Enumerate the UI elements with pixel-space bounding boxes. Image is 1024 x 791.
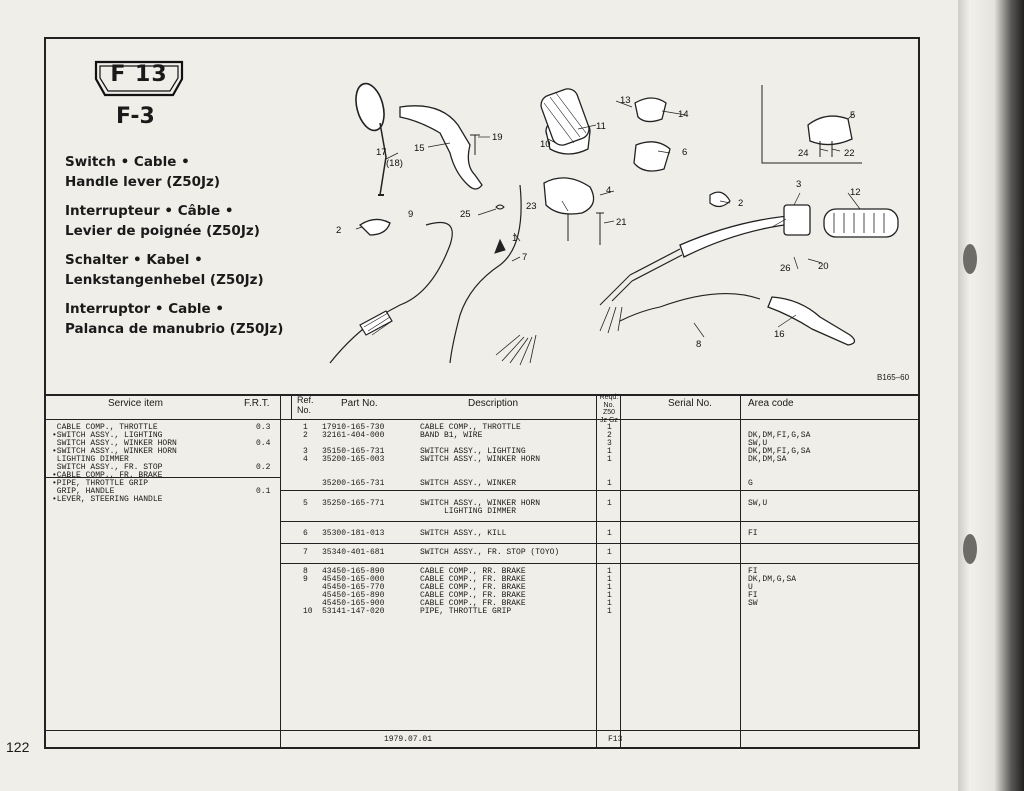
left-lever-illustration xyxy=(400,106,482,189)
service-item-frt: 0.2 xyxy=(256,463,271,472)
row-rule xyxy=(280,521,918,522)
part-part: 35300-181-013 xyxy=(322,529,385,538)
part-ref: 2 xyxy=(303,431,308,440)
part-desc: CABLE COMP., FR. BRAKE xyxy=(420,583,526,592)
part-qty: 1 xyxy=(607,479,612,488)
part-qty: 1 xyxy=(607,529,612,538)
part-part: 35150-165-731 xyxy=(322,447,385,456)
header-description: Description xyxy=(468,398,519,409)
callout-14: 14 xyxy=(678,109,689,120)
section-code: F 13 xyxy=(110,62,168,87)
column-rule xyxy=(620,395,621,749)
column-rule xyxy=(280,395,281,749)
part-ref: 4 xyxy=(303,455,308,464)
row-rule xyxy=(280,490,918,491)
part-area: G xyxy=(748,479,753,488)
title-english: Switch • Cable • Handle lever (Z50Jz) xyxy=(65,154,221,190)
part-part: 45450-165-770 xyxy=(322,583,385,592)
header-serial-no: Serial No. xyxy=(668,398,712,409)
part-part: 35200-165-731 xyxy=(322,479,385,488)
callout-1: 1 xyxy=(512,233,518,244)
part-ref: 5 xyxy=(303,499,308,508)
part-desc: CABLE COMP., FR. BRAKE xyxy=(420,591,526,600)
header-ref: Ref. No. xyxy=(297,395,314,415)
part-qty: 1 xyxy=(607,583,612,592)
part-desc: LIGHTING DIMMER xyxy=(420,507,517,516)
part-part: 35340-401-681 xyxy=(322,548,385,557)
title-french: Interrupteur • Câble • Levier de poignée (Z50Jz) xyxy=(65,203,260,239)
part-part: 43450-165-890 xyxy=(322,567,385,576)
part-desc: SWITCH ASSY., LIGHTING xyxy=(420,447,526,456)
service-item: LIGHTING DIMMER xyxy=(52,455,129,464)
service-item: SWITCH ASSY., WINKER HORN xyxy=(52,439,177,448)
switch-housing-illustration xyxy=(634,98,670,171)
diagram-code: B165–60 xyxy=(877,373,910,382)
part-qty: 1 xyxy=(607,548,612,557)
callout-11: 11 xyxy=(596,121,606,132)
part-desc: PIPE, THROTTLE GRIP xyxy=(420,607,512,616)
part-desc: BAND B1, WIRE xyxy=(420,431,483,440)
part-desc: SWITCH ASSY., WINKER xyxy=(420,479,517,488)
section-titles xyxy=(65,152,305,348)
wire-band-illustration xyxy=(360,219,390,235)
service-item: SWITCH ASSY., FR. STOP xyxy=(52,463,163,472)
part-area: FI xyxy=(748,567,758,576)
service-item-frt: 0.4 xyxy=(256,439,271,448)
callout-3: 3 xyxy=(796,179,802,190)
part-desc: SWITCH ASSY., WINKER HORN xyxy=(420,455,541,464)
service-item: •CABLE COMP., FR. BRAKE xyxy=(52,471,163,480)
header-service-item: Service item xyxy=(108,398,164,409)
book-spine-edge xyxy=(958,0,1024,791)
callout-24: 24 xyxy=(798,148,809,159)
service-item: GRIP, HANDLE xyxy=(52,487,115,496)
part-qty: 3 xyxy=(607,439,612,448)
part-area: DK,DM,FI,G,SA xyxy=(748,447,811,456)
callout-18: (18) xyxy=(386,158,403,169)
part-desc: SWITCH ASSY., KILL xyxy=(420,529,507,538)
part-desc: CABLE COMP., THROTTLE xyxy=(420,423,521,432)
brake-cable-illustration xyxy=(330,223,452,364)
row-rule xyxy=(280,543,918,544)
header-area-code: Area code xyxy=(748,398,794,409)
part-part: 45450-165-900 xyxy=(322,599,385,608)
part-area: FI xyxy=(748,529,758,538)
callout-25: 25 xyxy=(460,209,471,220)
callout-2: 2 xyxy=(336,225,342,236)
callout-5: 5 xyxy=(850,110,856,121)
page-number: 122 xyxy=(6,739,30,755)
binding-hole xyxy=(963,534,977,564)
service-item-frt: 0.3 xyxy=(256,423,271,432)
subsection-code: F-3 xyxy=(116,104,155,129)
part-area: U xyxy=(748,583,753,592)
part-ref: 3 xyxy=(303,447,308,456)
callout-13: 13 xyxy=(620,95,631,106)
header-rule xyxy=(46,419,918,420)
part-desc: SWITCH ASSY., FR. STOP (TOYO) xyxy=(420,548,560,557)
part-qty: 1 xyxy=(607,455,612,464)
callout-12: 12 xyxy=(850,187,861,198)
part-area: DK,DM,SA xyxy=(748,455,787,464)
column-rule xyxy=(291,395,292,419)
callout-19: 19 xyxy=(492,132,503,143)
column-rule xyxy=(740,395,741,749)
callout-8: 8 xyxy=(696,339,702,350)
section-divider xyxy=(46,394,918,396)
callout-16: 16 xyxy=(774,329,785,340)
callout-21: 21 xyxy=(616,217,627,228)
column-rule xyxy=(596,395,597,749)
footer-date: 1979.07.01 xyxy=(384,735,433,744)
part-qty: 1 xyxy=(607,607,612,616)
part-qty: 1 xyxy=(607,599,612,608)
part-ref: 7 xyxy=(303,548,308,557)
row-rule xyxy=(280,563,918,564)
part-ref: 6 xyxy=(303,529,308,538)
part-area: SW,U xyxy=(748,499,768,508)
callout-23: 23 xyxy=(526,201,537,212)
part-desc: CABLE COMP., FR. BRAKE xyxy=(420,599,526,608)
part-part: 45450-165-000 xyxy=(322,575,385,584)
service-item: •SWITCH ASSY., WINKER HORN xyxy=(52,447,177,456)
footer-rule xyxy=(46,730,918,731)
part-part: 35200-165-003 xyxy=(322,455,385,464)
title-german: Schalter • Kabel • Lenkstangenhebel (Z50Jz) xyxy=(65,252,264,288)
callout-7: 7 xyxy=(522,252,528,263)
part-qty: 1 xyxy=(607,499,612,508)
part-part: 45450-165-890 xyxy=(322,591,385,600)
header-frt: F.R.T. xyxy=(244,398,270,409)
exploded-parts-diagram xyxy=(300,45,916,390)
part-area: SW xyxy=(748,599,758,608)
binding-hole xyxy=(963,244,977,274)
callout-20: 20 xyxy=(818,261,829,272)
header-reqd: Reqd. No. Z50 Jz Gz xyxy=(599,394,619,424)
part-ref: 1 xyxy=(303,423,308,432)
throttle-grip-illustration xyxy=(538,86,593,214)
service-item: •PIPE, THROTTLE GRIP xyxy=(52,479,149,488)
callout-2b: 2 xyxy=(738,198,744,209)
service-item: •LEVER, STEERING HANDLE xyxy=(52,495,163,504)
callout-10: 10 xyxy=(540,139,551,150)
part-qty: 1 xyxy=(607,591,612,600)
part-qty: 1 xyxy=(607,447,612,456)
part-desc: CABLE COMP., RR. BRAKE xyxy=(420,567,526,576)
part-qty: 1 xyxy=(607,423,612,432)
part-area: DK,DM,G,SA xyxy=(748,575,797,584)
header-part-no: Part No. xyxy=(341,398,378,409)
rear-brake-cable-illustration xyxy=(660,294,760,307)
part-part: 17910-165-730 xyxy=(322,423,385,432)
service-item: •SWITCH ASSY., LIGHTING xyxy=(52,431,163,440)
callout-9: 9 xyxy=(408,209,414,220)
part-part: 53141-147-020 xyxy=(322,607,385,616)
part-ref: 8 xyxy=(303,567,308,576)
part-desc: SWITCH ASSY., WINKER HORN xyxy=(420,499,541,508)
service-item: CABLE COMP., THROTTLE xyxy=(52,423,158,432)
mirror-illustration xyxy=(351,80,389,195)
callout-22: 22 xyxy=(844,148,855,159)
part-area: SW,U xyxy=(748,439,768,448)
part-part: 32161-404-000 xyxy=(322,431,385,440)
service-item-frt: 0.1 xyxy=(256,487,271,496)
callout-15: 15 xyxy=(414,143,425,154)
footer-code: F13 xyxy=(608,735,623,744)
part-area: DK,DM,FI,G,SA xyxy=(748,431,811,440)
part-area: FI xyxy=(748,591,758,600)
part-qty: 1 xyxy=(607,567,612,576)
title-spanish: Interruptor • Cable • Palanca de manubrio (Z50Jz) xyxy=(65,301,284,337)
callout-17: 17 xyxy=(376,147,387,158)
callout-26: 26 xyxy=(780,263,791,274)
part-qty: 2 xyxy=(607,431,612,440)
part-ref: 10 xyxy=(303,607,313,616)
callout-4: 4 xyxy=(606,185,612,196)
part-ref: 9 xyxy=(303,575,308,584)
part-desc: CABLE COMP., FR. BRAKE xyxy=(420,575,526,584)
callout-6: 6 xyxy=(682,147,688,158)
part-part: 35250-165-771 xyxy=(322,499,385,508)
part-qty: 1 xyxy=(607,575,612,584)
